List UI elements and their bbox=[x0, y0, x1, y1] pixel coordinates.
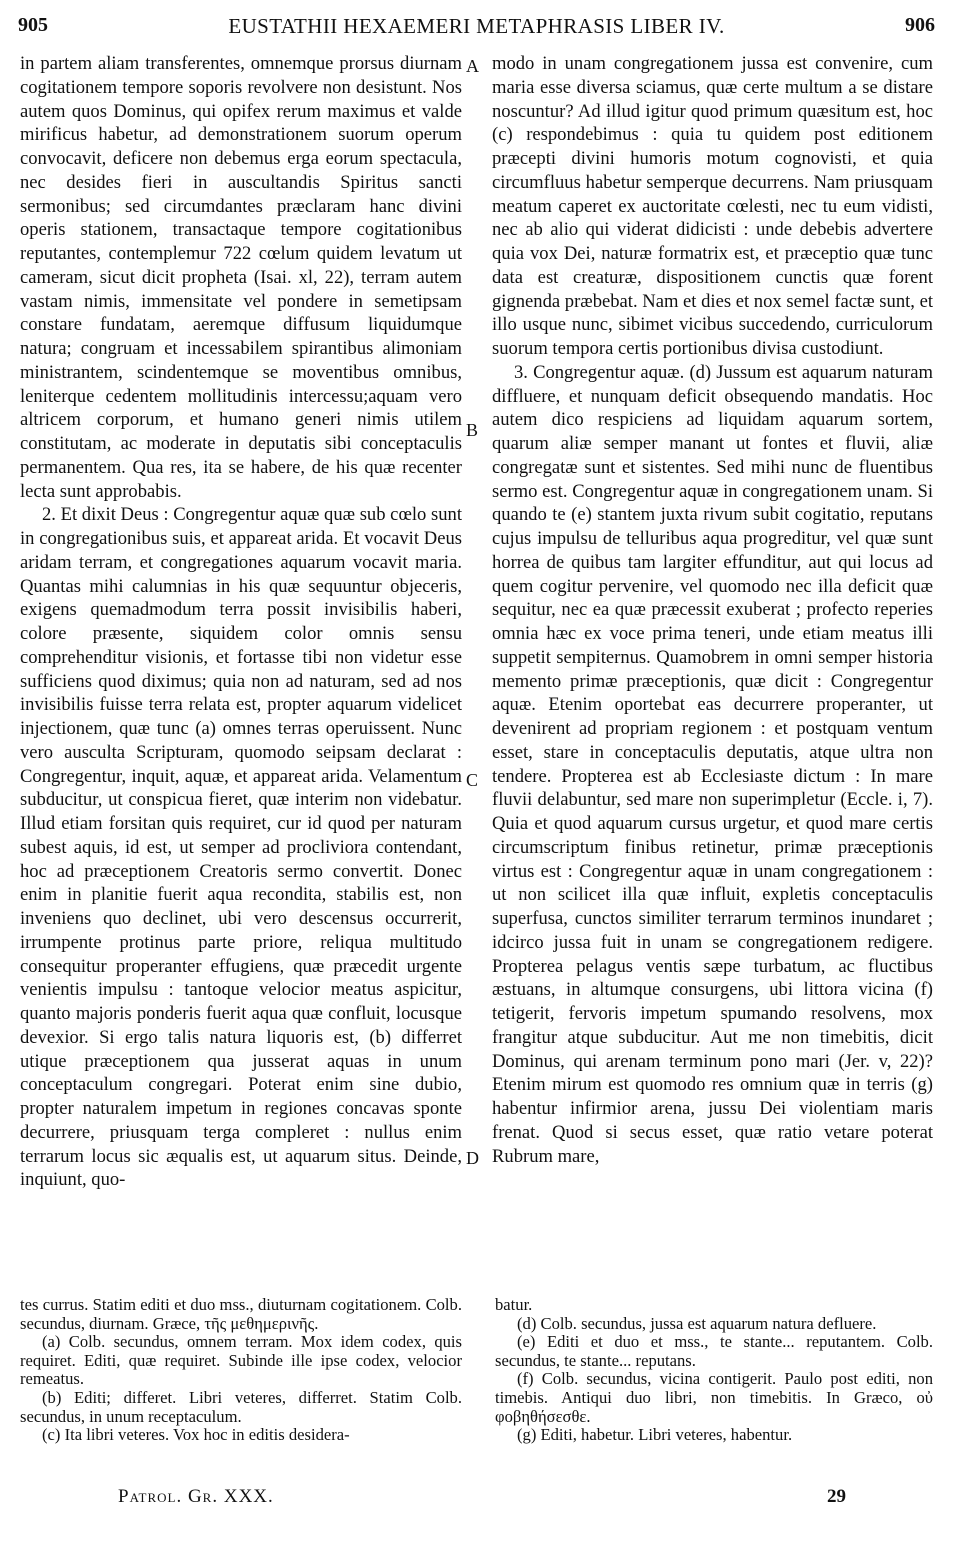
footnote: tes currus. Statim editi et duo mss., diuturnam cogitationem. Colb. secundus, diurnam. Græce, τῆς μεθημερινῆς. bbox=[20, 1295, 462, 1333]
paragraph: modo in unam congregationem jussa est convenire, cum maria esse diversa sciamus, quæ certe multum a se distare noscuntur? Ad illud igitur quod primum quæsitum est, hoc (c) respondebimus : quia tu quidem post editionem præcepti divini humoris motum cognovisti, et quia circumfluus habetur semperque decurrens. Nam priusquam meatum caperet ex auctoritate cœlesti, nec tu eum vidisti, nec ab alio qui viderat didicisti : unde debebis advertere quia vox Dei, naturæ formatrix est, et præceptio quæ tunc data est creaturæ, dispositionem cunctis quæ forent gignenda præbebat. Nam et dies et nox semel factæ sunt, et illo usque nunc, sibimet vicibus succedendo, curriculorum suorum tempora certis portionibus divisa custodiunt. bbox=[492, 53, 933, 359]
left-column bbox=[20, 52, 462, 1192]
footnotes-right bbox=[495, 1296, 933, 1445]
margin-letter-a: A bbox=[466, 56, 479, 76]
running-title: EUSTATHII HEXAEMERI METAPHRASIS LIBER IV. bbox=[228, 14, 725, 38]
footnote: (c) Ita libri veteres. Vox hoc in editis desidera- bbox=[42, 1425, 350, 1445]
margin-letter-b: B bbox=[466, 420, 479, 440]
footnote: (b) Editi; differet. Libri veteres, differret. Statim Colb. secundus, in unum receptaculum. bbox=[20, 1387, 462, 1426]
signature-number: 29 bbox=[827, 1486, 846, 1507]
margin-letter-c: C bbox=[466, 770, 479, 790]
footnote: (g) Editi, habetur. Libri veteres, habentur. bbox=[517, 1425, 793, 1445]
series-footer: Patrol. Gr. XXX. bbox=[118, 1486, 274, 1507]
page-number-left: 905 bbox=[18, 14, 48, 36]
paragraph: 3. Congregentur aquæ. (d) Jussum est aquarum naturam diffluere, et nunquam deficit obsequendo mandatis. Hoc autem dico respiciens ad liquidam aquarum sortem, quarum aliæ semper manant ut fontes et fluvii, aliæ congregatæ sunt et sistentes. Sed mihi nunc de fluentibus sermo est. Congregentur aquæ in congregationem unam. Si quando te (e) stantem juxta rivum subit cogitatio, reputans cujus impulsu de telluribus aqua progreditur, vel quæ sunt horrea de quibus tam largiter effunditur, aut qui locus ad quem cogitur pervenire, vel quomodo nec illa deficit quæ sequitur, nec ea quæ præcessit exuberat ; profecto reperies omnia hæc ex voce prima teneri, unde etiam meatus illi suppetit sempiternus. Quamobrem in omni semper historia memento primæ præceptionis, quæ dicit : Congregentur aquæ. Etenim oportebat eas decurrere properanter, ut devenirent ad propriam regionem : et postquam ventum esset, stare in conceptaculis deputatis, atque ultra non tendere. Propterea est ab Ecclesiaste dictum : In mare fluvii delabuntur, sed mare non superimpletur (Eccle. i, 7). Quia et quod aquarum cursus urgetur, et quod mare certis circumscriptum finibus retinetur, primæ præceptionis virtus est : Congregentur aquæ in unam congregationem : ut non scilicet illa quæ influit, expletis conceptaculis superfusa, cunctos similiter terrarum terminos inundaret ; idcirco jussa fuit in unam se congregationem redigere. Propterea pelagus ventis sæpe turbatum, ac fluctibus æstuans, in altumque consurgens, ubi littora vicina (f) tetigerit, fervoris impetum spumando resolvens, mox frangitur atque subducitur. Aut me non timebitis, dicit Dominus, qui arenam terminum pono mari (Jer. v, 22)? Etenim mirum est quomodo res omnium quæ in terris (g) habentur infirmior arena, jussu Dei violentiam maris frenat. Quod si secus esset, quæ ratio vetare poterat Rubrum mare, bbox=[492, 361, 933, 1167]
running-header bbox=[18, 14, 935, 44]
margin-letter-d: D bbox=[466, 1148, 479, 1168]
footnote: (d) Colb. secundus, jussa est aquarum natura defluere. bbox=[517, 1313, 877, 1333]
footnote: (e) Editi et duo et mss., te stante... reputantem. Colb. secundus, te stante... reputans. bbox=[495, 1332, 933, 1370]
page-number-right: 906 bbox=[905, 14, 935, 36]
right-column bbox=[492, 52, 933, 1168]
paragraph: 2. Et dixit Deus : Congregentur aquæ quæ sub cœlo sunt in congregationibus suis, et appareat arida. Et vocavit Deus aridam terram, et congregationes aquarum vocavit maria. Quantas mihi calumnias in his quæ sequuntur objeceris, exigens quemadmodum terra possit invisibilis haberi, colore præsente, siquidem color omnis sensu comprehenditur visionis, et fortasse tibi non videtur esse sufficiens quod diximus; quia non ad naturam, sed ad nos invisibilis fuisse terra relata est, propter aquarum videlicet injectionem, quæ tunc (a) omnes terras operuissent. Nunc vero ausculta Scripturam, quomodo seipsam declarat : Congregentur, inquit, aquæ, et appareat arida. Velamentum subducitur, ut conspicua fieret, quæ interim non videbatur. Illud etiam forsitan quis requiret, cur id quod per naturam subest aquis, id est, ut semper ad procliviora contendant, hoc ad præceptionem Creatoris sermo convertit. Donec enim in planitie fuerit aqua recondita, stabilis est, non inveniens quo declinet, ubi vero descensus occurrerit, irrumpente protinus parte priore, reliqua multitudo consequitur properanter effugiens, quæ præcedit urgente venientis impulsu : tantoque velocior meatus aspicitur, quanto majoris ponderis fuerit aqua quæ confluit, locusque devexior. Si ergo talis natura liquoris est, (b) differret utique præceptionem qua jusserat aquas in unum conceptaculum congregari. Poterat enim sine dubio, propter naturalem impetum in regiones concavas sponte decurrere, priusquam terga compleret : nullus enim terrarum locus sic æqualis est, ut aquarum situs. Deinde, inquiunt, quo- bbox=[20, 504, 462, 1191]
footnote: (f) Colb. secundus, vicina contigerit. Paulo post editi, non timebis. Antiqui duo libri, non timebitis. In Græco, οὐ φοβηθήσεσθε. bbox=[495, 1369, 933, 1426]
footnotes-left bbox=[20, 1296, 462, 1445]
footnote: (a) Colb. secundus, omnem terram. Mox idem codex, quis requiret. Editi, quæ requiret. Subinde ille ipse codex, velocior remeatus. bbox=[20, 1332, 462, 1389]
paragraph: in partem aliam transferentes, omnemque prorsus diurnam cogitationem tempore soporis revolvere non desistunt. Nos autem quos Dominus, qui opifex rerum maximus et valde mirificus habetur, ad demonstrationem suorum operum convocavit, deficere non debemus erga eorum spectacula, nec desides fieri in auscultandis Spiritus sancti sermonibus; sed circumdantes præclaram hanc divini operis stationem, transactaque tempore cogitationibus reputantes, contemplemur 722 cœlum quidem levatum ut cameram, sicut dicit propheta (Isai. xl, 22), terram autem vastam nimis, immensitate vel pondere in semetipsam constare fundatam, aeremque diffusum liquidumque natura; congruam et incessabilem spirantibus alimoniam ministrantem, scindentemque se moventibus omnibus, leniterque cedentem mollitudinis intercessu;aquam vero altricem corporum, et humano generi nimis utilem constitutam, ac moderate in deputatis sibi conceptaculis permanentem. Qua res, ita se habere, de his quæ recenter lecta sunt approbabis. bbox=[20, 53, 462, 502]
footnote: batur. bbox=[495, 1295, 533, 1314]
